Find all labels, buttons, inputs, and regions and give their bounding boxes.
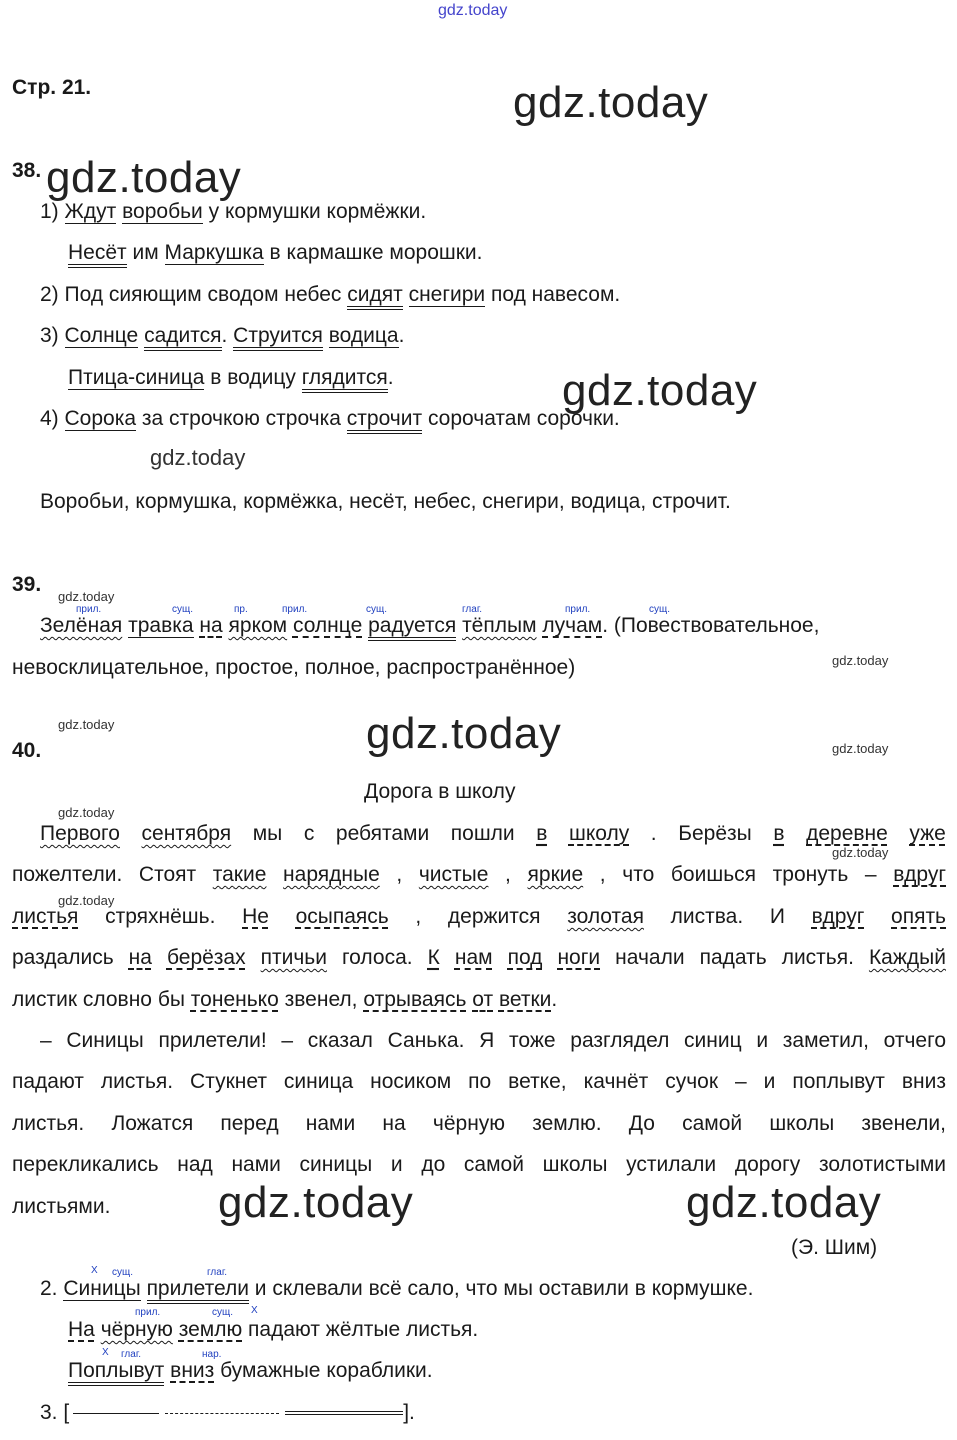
mark-x: X xyxy=(251,1305,258,1316)
text-segment: держится xyxy=(447,905,541,928)
ex38-line-4: 3) Солнце садится. Струится водица. xyxy=(40,323,404,349)
text-segment: в xyxy=(773,822,785,845)
text-segment: листва. xyxy=(670,905,744,928)
text-segment: , xyxy=(415,905,422,928)
text-segment: словно xyxy=(82,988,152,1011)
watermark: gdz.today xyxy=(686,1178,882,1227)
watermark: gdz.today xyxy=(562,366,758,415)
ex40-task2-sentence-2: На чёрную землю падают жёлтые листья. xyxy=(68,1318,479,1341)
exercise-number: 39. xyxy=(12,573,42,596)
ex38-line-3: 2) Под сияющим сводом небес сидят снегири под навесом. xyxy=(40,282,620,308)
text-segment: стряхнёшь. xyxy=(105,905,216,928)
pos-tag: сущ. xyxy=(172,604,194,615)
pos-tag: пр. xyxy=(234,604,248,615)
ex39-characteristics: невосклицательное, простое, полное, распространённое) xyxy=(12,656,576,679)
text-segment: школу xyxy=(568,822,630,845)
text-segment: вдруг xyxy=(893,863,946,886)
ex40-line-1 xyxy=(40,821,946,847)
text-segment: Каждый xyxy=(868,946,946,969)
text-segment: – xyxy=(864,863,877,886)
pos-tag: глаг. xyxy=(121,1349,142,1360)
sentence-scheme xyxy=(40,1400,415,1426)
watermark: gdz.today xyxy=(150,445,246,470)
text-segment: вдруг xyxy=(811,905,865,928)
ex40-line-6: – Синицы прилетели! – сказал Санька. Я тоже разглядел синиц и заметил, отчего xyxy=(40,1029,946,1052)
exercise-number: 38. xyxy=(12,159,42,182)
ex40-task2-sentence-1: 2. Синицы прилетели и склевали всё сало, что мы оставили в кормушке. xyxy=(40,1276,753,1302)
ex38-line-1: 1) Ждут воробьи у кормушки кормёжки. xyxy=(40,200,427,223)
watermark: gdz.today xyxy=(832,845,889,860)
text-segment: уже xyxy=(909,822,946,845)
text-segment: Не xyxy=(242,905,269,928)
text-segment: ветки xyxy=(498,988,552,1011)
watermark: gdz.today xyxy=(218,1178,414,1227)
ex40-line-2 xyxy=(12,862,946,888)
watermark: gdz.today xyxy=(46,153,242,202)
scheme-close-bracket: ]. xyxy=(403,1401,415,1424)
text-segment: нам xyxy=(454,946,493,969)
author: (Э. Шим) xyxy=(791,1236,878,1259)
watermark: gdz.today xyxy=(832,653,889,668)
text-segment: листья xyxy=(12,905,79,928)
text-title: Дорога в школу xyxy=(364,780,516,803)
ex40-line-3 xyxy=(12,904,946,930)
pos-tag: сущ. xyxy=(366,604,388,615)
pos-tag: сущ. xyxy=(212,1307,234,1318)
text-segment: яркие xyxy=(527,863,584,886)
text-segment: голоса. xyxy=(341,946,413,969)
text-segment: под xyxy=(507,946,543,969)
ex38-words-list: Воробьи, кормушка, кормёжка, несёт, небес, снегири, водица, строчит. xyxy=(40,490,731,513)
pos-tag: прил. xyxy=(282,604,308,615)
text-segment: такие xyxy=(212,863,267,886)
pos-tag: прил. xyxy=(135,1307,161,1318)
pos-tag: прил. xyxy=(76,604,102,615)
text-segment: , xyxy=(599,863,606,886)
text-segment: листик xyxy=(12,988,78,1011)
text-segment: листья. xyxy=(781,946,854,969)
ex38-line-2: Несёт им Маркушка в кармашке морошки. xyxy=(68,240,483,266)
exercise-number: 40. xyxy=(12,739,42,762)
scheme-number: 3. xyxy=(40,1401,58,1424)
text-segment: сентября xyxy=(141,822,232,845)
text-segment: берёзах xyxy=(166,946,246,969)
text-segment: что xyxy=(622,863,655,886)
pos-tag: нар. xyxy=(202,1349,222,1360)
text-segment: К xyxy=(427,946,440,969)
text-segment: И xyxy=(769,905,785,928)
text-segment: Первого xyxy=(40,822,120,845)
text-segment: мы xyxy=(252,822,283,845)
scheme-adverbial-line xyxy=(165,1413,279,1414)
text-segment: , xyxy=(505,863,511,886)
text-segment: с xyxy=(303,822,315,845)
text-segment: ребятами xyxy=(335,822,430,845)
page-reference: Стр. 21. xyxy=(12,76,92,99)
text-segment: бы xyxy=(157,988,185,1011)
text-segment: опять xyxy=(891,905,946,928)
text-segment: осыпаясь xyxy=(295,905,389,928)
text-segment: золотая xyxy=(567,905,644,928)
scheme-open-bracket: [ xyxy=(63,1401,70,1424)
mark-x: X xyxy=(91,1265,98,1276)
text-segment: деревне xyxy=(806,822,888,845)
watermark: gdz.today xyxy=(366,709,562,758)
ex38-line-5: Птица-синица в водицу глядится. xyxy=(68,365,394,391)
ex40-line-5 xyxy=(12,987,557,1013)
mark-x: X xyxy=(102,1347,109,1358)
text-segment: Берёзы xyxy=(678,822,752,845)
text-segment: звенел, xyxy=(284,988,358,1011)
text-segment: в xyxy=(536,822,548,845)
text-segment: от xyxy=(472,988,494,1011)
scheme-predicate-line xyxy=(285,1411,403,1415)
watermark: gdz.today xyxy=(58,717,115,732)
text-segment: Стоят xyxy=(138,863,197,886)
text-segment: пошли xyxy=(450,822,515,845)
ex40-line-7: падают листья. Стукнет синица носиком по ветке, качнёт сучок – и поплывут вниз xyxy=(12,1070,946,1093)
pos-tag: глаг. xyxy=(462,604,483,615)
ex40-line-9: перекликались над нами синицы и до самой школы устилали дорогу золотистыми xyxy=(12,1153,946,1176)
text-segment: на xyxy=(128,946,152,969)
text-segment: отрываясь xyxy=(363,988,467,1011)
ex40-line-10: листьями. xyxy=(12,1195,111,1218)
text-segment: птичьи xyxy=(260,946,327,969)
watermark: gdz.today xyxy=(58,893,115,908)
ex40-line-4 xyxy=(12,945,946,971)
watermark: gdz.today xyxy=(513,78,709,127)
text-segment: начали xyxy=(615,946,685,969)
ex39-sentence: Зелёная травка на ярком солнце радуется тёплым лучам. (Повествовательное, xyxy=(40,613,819,639)
pos-tag: глаг. xyxy=(207,1267,228,1278)
pos-tag: сущ. xyxy=(112,1267,134,1278)
watermark: gdz.today xyxy=(58,589,115,604)
pos-tag: сущ. xyxy=(649,604,671,615)
scheme-subject-line xyxy=(73,1413,159,1414)
text-segment: ноги xyxy=(557,946,601,969)
text-segment: раздались xyxy=(12,946,114,969)
text-segment: падать xyxy=(699,946,767,969)
text-segment: нарядные xyxy=(283,863,380,886)
watermark: gdz.today xyxy=(58,805,115,820)
ex38-line-6: 4) Сорока за строчкою строчка строчит сорочатам сорочки. xyxy=(40,406,620,432)
text-segment: . xyxy=(650,822,657,845)
text-segment: тоненько xyxy=(190,988,279,1011)
text-segment: . xyxy=(551,988,558,1011)
pos-tag: прил. xyxy=(565,604,591,615)
text-segment: тронуть xyxy=(772,863,849,886)
ex40-line-8: листья. Ложатся перед нами на чёрную землю. До самой школы звенели, xyxy=(12,1112,946,1135)
text-segment: боишься xyxy=(670,863,757,886)
watermark-top: gdz.today xyxy=(438,2,508,19)
watermark: gdz.today xyxy=(832,741,889,756)
text-segment: чистые xyxy=(418,863,489,886)
text-segment: , xyxy=(396,863,403,886)
ex40-task2-sentence-3: Поплывут вниз бумажные кораблики. xyxy=(68,1358,433,1384)
text-segment: пожелтели. xyxy=(12,863,123,886)
